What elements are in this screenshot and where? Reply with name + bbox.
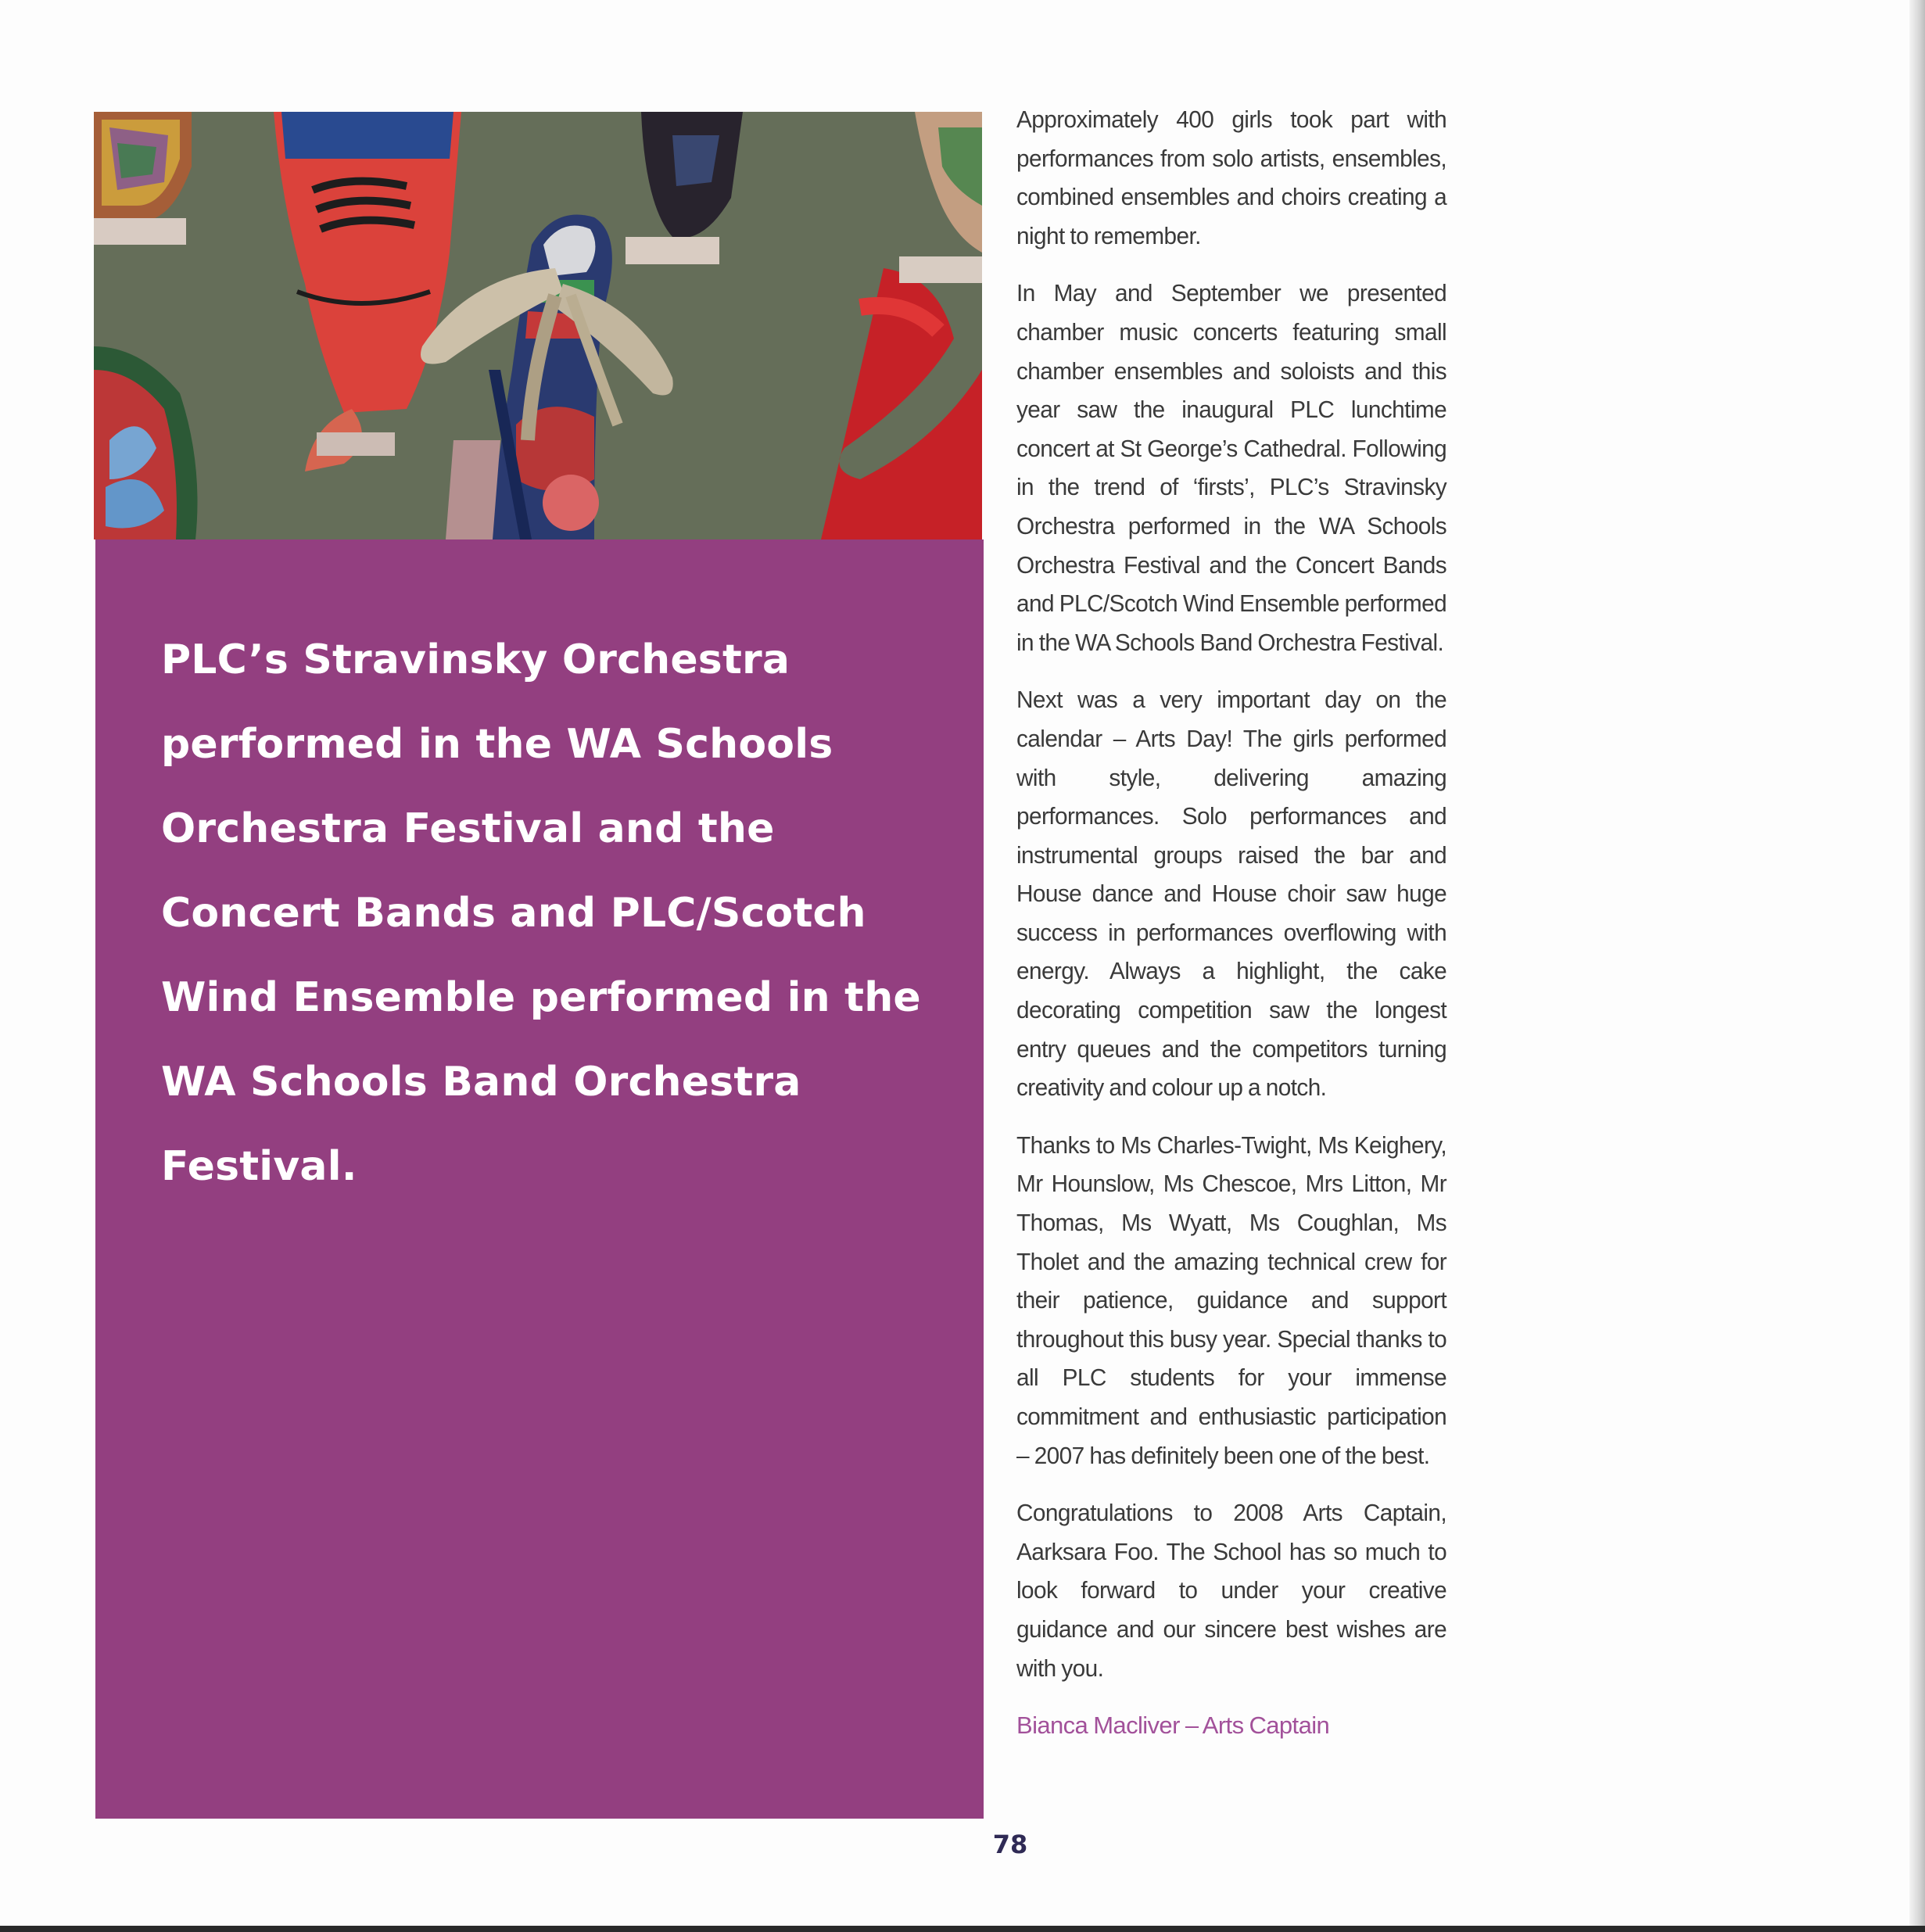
decorated-shoes-illustration — [94, 112, 982, 539]
page-number: 78 — [992, 1830, 1028, 1859]
paragraph-chamber-concerts: In May and September we presented chamber music concerts featuring small chamber ensembles and soloists and this year saw the inaugural PLC lunchtime concert at St George’s Cathedral. Following in the trend of ‘firsts’, PLC’s Stravinsky Orchestra performed in the WA Schools Orchestra Festival and the Concert Bands and PLC/Scotch Wind Ensemble performed in the WA Schools Band Orchestra Festival. — [1016, 279, 1447, 656]
article-body — [1016, 100, 1446, 1745]
paragraph-thanks: Thanks to Ms Charles-Twight, Ms Keighery, Mr Hounslow, Ms Chescoe, Mrs Litton, Mr Thomas, Ms Wyatt, Ms Coughlan, Ms Tholet and the amazing technical crew for their patience, guidance and support throughout this busy year. Special thanks to all PLC students for your immense commitment and enthusiastic participation – 2007 has definitely been one of the best. — [1016, 1131, 1447, 1469]
page-binding-edge — [1909, 0, 1925, 1932]
pull-quote: PLC’s Stravinsky Orchestra performed in the WA Schools Orchestra Festival and the Concert Bands and PLC/Scotch Wind Ensemble performed in the WA Schools Band Orchestra Festival. — [161, 636, 921, 1190]
paragraph-arts-day: Next was a very important day on the calendar – Arts Day! The girls performed with style, delivering amazing performances. Solo performances and instrumental groups raised the bar and House dance and House choir saw huge success in performances overflowing with energy. Always a highlight, the cake decorating competition saw the longest entry queues and the competitors turning creativity and colour up a notch. — [1016, 686, 1447, 1102]
author-signature: Bianca Macliver – Arts Captain — [1016, 1712, 1330, 1740]
decorated-shoes-photo — [94, 112, 982, 539]
paragraph-congratulations: Congratulations to 2008 Arts Captain, Aarksara Foo. The School has so much to look forward to under your creative guidance and our sincere best wishes are with you. — [1016, 1499, 1447, 1682]
paragraph-intro: Approximately 400 girls took part with performances from solo artists, ensembles, combined ensembles and choirs creating a night to remember. — [1016, 106, 1447, 249]
bottom-edge-rule — [0, 1926, 1925, 1932]
pull-quote-panel — [95, 539, 984, 1819]
